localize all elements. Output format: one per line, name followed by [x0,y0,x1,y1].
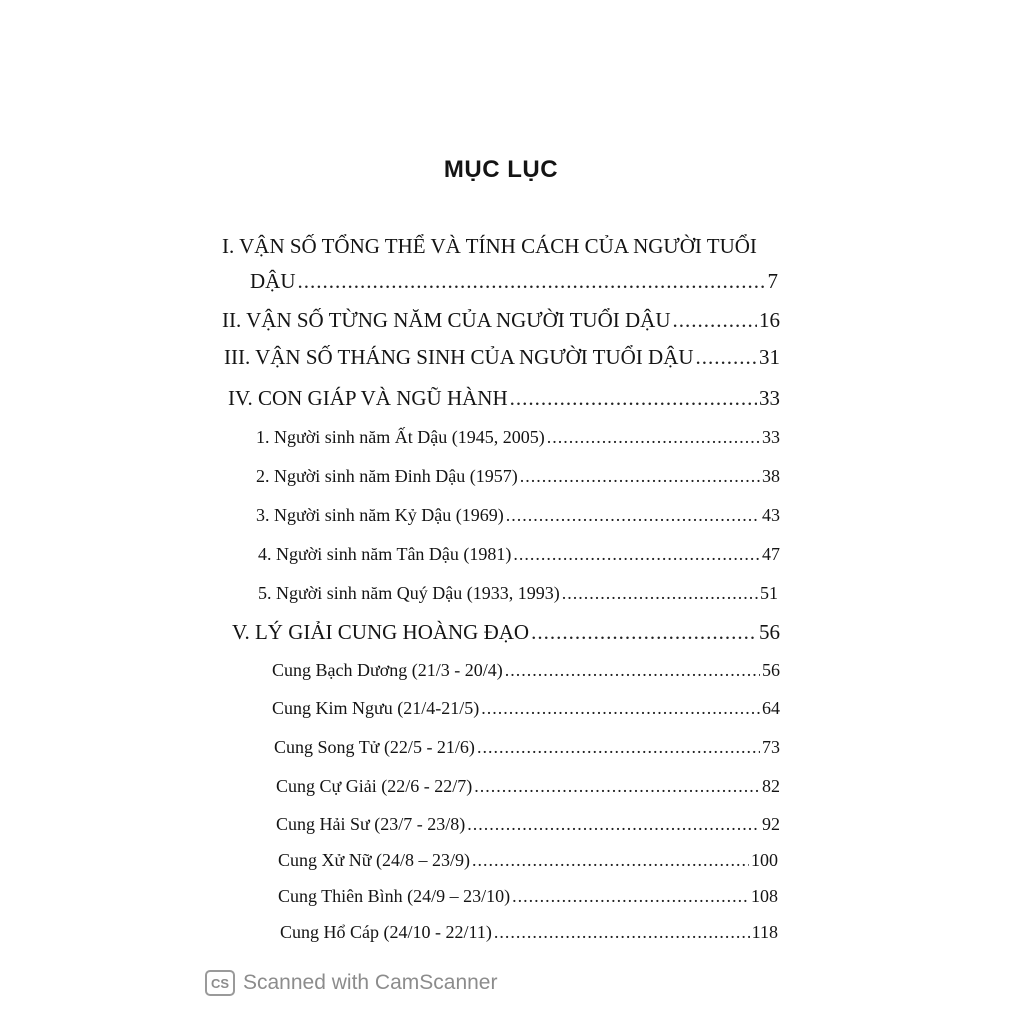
camscanner-watermark [205,970,497,996]
toc-entry-page: 56 [759,620,780,644]
toc-entry-15 [276,814,780,835]
toc-entry-14 [276,776,780,797]
camscanner-logo-icon: CS [205,970,235,996]
toc-entry-label: 2. Người sinh năm Đinh Dậu (1957) [256,466,518,486]
toc-entry-17 [278,886,778,907]
toc-entry-page: 51 [760,583,778,603]
toc-entry-label: IV. CON GIÁP VÀ NGŨ HÀNH [228,386,508,410]
toc-entry-13 [274,737,780,758]
leader-dots [298,269,766,294]
leader-dots [510,386,757,411]
toc-entry-label: Cung Cự Giải (22/6 - 22/7) [276,776,473,796]
toc-entry-label: II. VẬN SỐ TỪNG NĂM CỦA NGƯỜI TUỔI DẬU [222,308,671,332]
toc-entry-5 [256,427,780,448]
watermark-text: Scanned with CamScanner [243,971,498,994]
leader-dots [505,660,760,681]
toc-entry-label: 3. Người sinh năm Kỷ Dậu (1969) [256,505,504,525]
toc-entry-label: Cung Bạch Dương (21/3 - 20/4) [272,660,503,680]
leader-dots [512,886,749,907]
toc-entry-9 [258,583,778,604]
toc-entry-label: Cung Hải Sư (23/7 - 23/8) [276,814,466,834]
toc-entry-1-line1: I. VẬN SỐ TỔNG THỂ VÀ TÍNH CÁCH CỦA NGƯỜI TUỔI [222,234,757,258]
toc-entry-page: 47 [762,544,780,564]
leader-dots [531,620,757,645]
toc-entry-7 [256,505,780,526]
toc-entry-page: 33 [759,386,780,410]
toc-entry-page: 92 [762,814,780,834]
toc-entry-2 [222,308,780,333]
leader-dots [696,345,757,370]
leader-dots [494,922,750,943]
toc-entry-3 [224,345,780,370]
toc-entry-label: Cung Kim Ngưu (21/4-21/5) [272,698,480,718]
toc-entry-label: Cung Hổ Cáp (24/10 - 22/11) [280,922,492,942]
toc-entry-label: 4. Người sinh năm Tân Dậu (1981) [258,544,512,564]
toc-entry-label: Cung Song Tử (22/5 - 21/6) [274,737,475,757]
toc-entry-page: 100 [751,850,778,870]
toc-entry-8 [258,544,780,565]
leader-dots [467,814,760,835]
toc-entry-4 [228,386,780,411]
toc-entry-6 [256,466,780,487]
toc-entry-16 [278,850,778,871]
toc-entry-label: V. LÝ GIẢI CUNG HOÀNG ĐẠO [232,620,530,644]
toc-title: MỤC LỤC [443,156,559,183]
toc-entry-18 [280,922,778,943]
leader-dots [520,466,760,487]
leader-dots [673,308,757,333]
toc-entry-label: DẬU [250,269,296,293]
leader-dots [513,544,760,565]
toc-entry-10 [232,620,780,645]
toc-entry-page: 43 [762,505,780,525]
toc-entry-page: 73 [762,737,780,757]
leader-dots [472,850,749,871]
toc-entry-page: 7 [767,269,778,293]
toc-entry-1 [250,269,778,294]
toc-entry-label: 1. Người sinh năm Ất Dậu (1945, 2005) [256,427,545,447]
leader-dots [547,427,760,448]
toc-entry-page: 82 [762,776,780,796]
toc-entry-label: 5. Người sinh năm Quý Dậu (1933, 1993) [258,583,560,603]
toc-entry-12 [272,698,780,719]
toc-entry-page: 64 [762,698,780,718]
toc-entry-label: Cung Thiên Bình (24/9 – 23/10) [278,886,511,906]
toc-entry-page: 108 [751,886,778,906]
toc-entry-page: 31 [759,345,780,369]
toc-entry-page: 56 [762,660,780,680]
leader-dots [562,583,758,604]
toc-entry-label: III. VẬN SỐ THÁNG SINH CỦA NGƯỜI TUỔI DẬU [224,345,694,369]
leader-dots [474,776,760,797]
leader-dots [477,737,760,758]
toc-entry-label: Cung Xử Nữ (24/8 – 23/9) [278,850,471,870]
toc-entry-page: 16 [759,308,780,332]
toc-entry-page: 38 [762,466,780,486]
leader-dots [481,698,760,719]
leader-dots [506,505,760,526]
toc-entry-11 [272,660,780,681]
toc-entry-page: 118 [751,922,778,942]
toc-entry-page: 33 [762,427,780,447]
